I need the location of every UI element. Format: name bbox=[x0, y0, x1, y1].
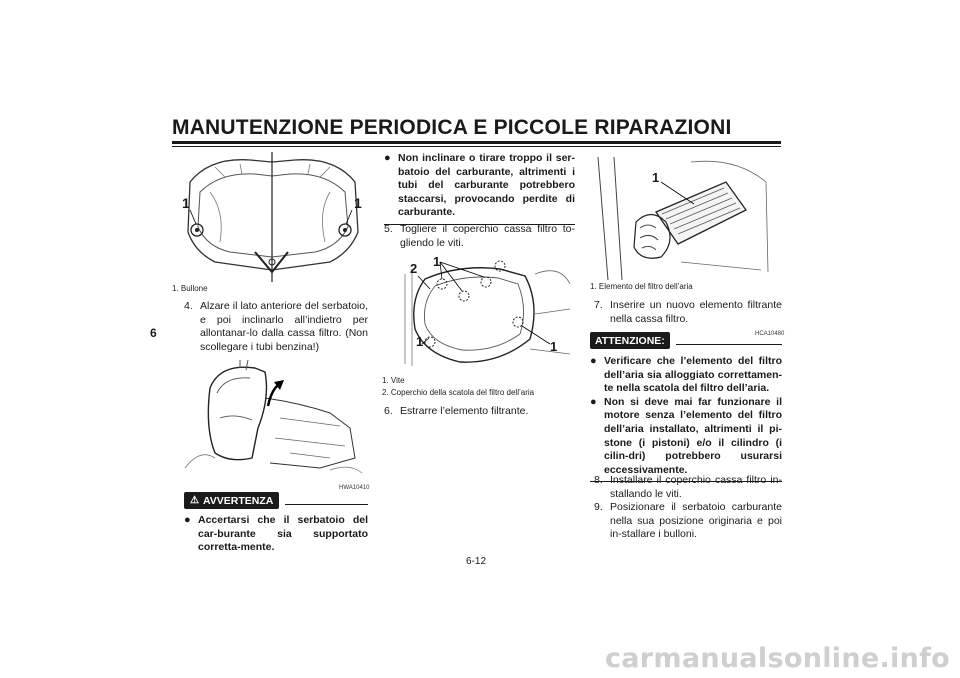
figure-tank-tilted bbox=[180, 358, 365, 478]
tank-tilted-illustration bbox=[180, 358, 365, 478]
chapter-tab: 6 bbox=[150, 326, 157, 340]
attention-bullet-2 bbox=[590, 396, 782, 478]
page-title: MANUTENZIONE PERIODICA E PICCOLE RIPARAZIONI bbox=[172, 116, 732, 139]
warning-triangle-icon: ⚠ bbox=[190, 495, 199, 506]
figure-caption-bolt: 1. Bullone bbox=[172, 284, 208, 293]
warning-block bbox=[184, 492, 368, 555]
step-4 bbox=[184, 300, 368, 354]
figure-fuel-tank-bolts bbox=[180, 152, 365, 282]
step-number: 8. bbox=[594, 474, 603, 486]
warning-bullet-text: Accertarsi che il serbatoio del car-burante sia supportato corretta-mente. bbox=[198, 514, 368, 554]
figure-caption-cover: 2. Coperchio della scatola del filtro dell’aria bbox=[382, 388, 535, 397]
warning-label: AVVERTENZA bbox=[202, 494, 274, 507]
callout-1-right: 1 bbox=[354, 195, 362, 211]
figure-caption-element: 1. Elemento del filtro dell’aria bbox=[590, 282, 693, 291]
callout-1-left: 1 bbox=[182, 195, 190, 211]
step-text: Alzare il lato anteriore del serbatoio, e poi inclinarlo all’indietro per allontanar-lo dalla cassa filtro. (Non scollegare i tubi benzina!) bbox=[200, 300, 368, 353]
bullet-dot-icon: ● bbox=[184, 514, 191, 526]
caution-block-top bbox=[384, 152, 575, 225]
warning-rule bbox=[285, 504, 368, 505]
callout-1-bottom-left: 1 bbox=[416, 334, 424, 349]
figure-caption-screw: 1. Vite bbox=[382, 376, 405, 385]
attention-bullet-text: Verificare che l’elemento del filtro dell’aria sia alloggiato correttamen-te nella scatola del filtro dell’aria. bbox=[604, 355, 782, 395]
air-filter-element-illustration bbox=[596, 152, 772, 280]
step-text: Posizionare il serbatoio carburante nella sua posizione originaria e poi in-stallare i bulloni. bbox=[610, 501, 782, 541]
attention-bullet-text: Non si deve mai far funzionare il motore senza l’elemento del filtro dell’aria installato, altrimenti il pi-stone (i pistoni) e/o il cilindro (i cilin-dri) potrebbero usurarsi eccessivamente. bbox=[604, 395, 782, 476]
watermark: carmanualsonline.info bbox=[604, 643, 950, 674]
attention-code: HCA10480 bbox=[755, 331, 785, 337]
step-9 bbox=[594, 501, 782, 542]
attention-label: ATTENZIONE: bbox=[595, 334, 665, 347]
step-number: 4. bbox=[184, 300, 193, 312]
header-rule-thin bbox=[172, 146, 781, 147]
page-number: 6-12 bbox=[466, 556, 487, 567]
step-5 bbox=[384, 223, 575, 250]
fuel-tank-bolts-illustration bbox=[180, 152, 365, 282]
warning-code: HWA10410 bbox=[339, 485, 370, 491]
caution-bullet bbox=[384, 152, 575, 220]
caution-bullet-text: Non inclinare o tirare troppo il ser-batoio del carburante, altrimenti i tubi del carburante potrebbero staccarsi, provocando perdite di carburante. bbox=[398, 152, 575, 219]
step-number: 7. bbox=[594, 299, 603, 311]
header-rule bbox=[172, 141, 781, 144]
step-7 bbox=[594, 299, 782, 326]
step-6 bbox=[384, 405, 575, 419]
bullet-dot-icon: ● bbox=[590, 395, 597, 408]
air-filter-cover-illustration bbox=[400, 254, 572, 374]
callout-1-bottom-right: 1 bbox=[550, 339, 558, 354]
step-number: 9. bbox=[594, 501, 603, 513]
warning-label-box bbox=[184, 492, 279, 509]
callout-1-top: 1 bbox=[433, 254, 441, 269]
attention-bullet-1 bbox=[590, 355, 782, 396]
attention-block bbox=[590, 331, 785, 482]
step-number: 6. bbox=[384, 405, 393, 417]
figure-air-filter-element bbox=[596, 152, 772, 280]
step-number: 5. bbox=[384, 223, 393, 235]
callout-1: 1 bbox=[652, 170, 660, 185]
bullet-dot-icon: ● bbox=[384, 152, 391, 164]
step-text: Inserire un nuovo elemento filtrante nella cassa filtro. bbox=[610, 299, 782, 325]
attention-rule bbox=[676, 344, 782, 345]
step-text: Estrarre l’elemento filtrante. bbox=[400, 405, 529, 417]
step-text: Installare il coperchio cassa filtro in-stallando le viti. bbox=[610, 474, 782, 500]
step-8 bbox=[594, 474, 782, 501]
figure-air-filter-cover bbox=[400, 254, 572, 374]
callout-2: 2 bbox=[410, 261, 418, 276]
warning-bullet bbox=[184, 514, 368, 555]
attention-label-box bbox=[590, 332, 670, 349]
step-text: Togliere il coperchio cassa filtro to-gliendo le viti. bbox=[400, 223, 575, 249]
bullet-dot-icon: ● bbox=[590, 355, 597, 367]
